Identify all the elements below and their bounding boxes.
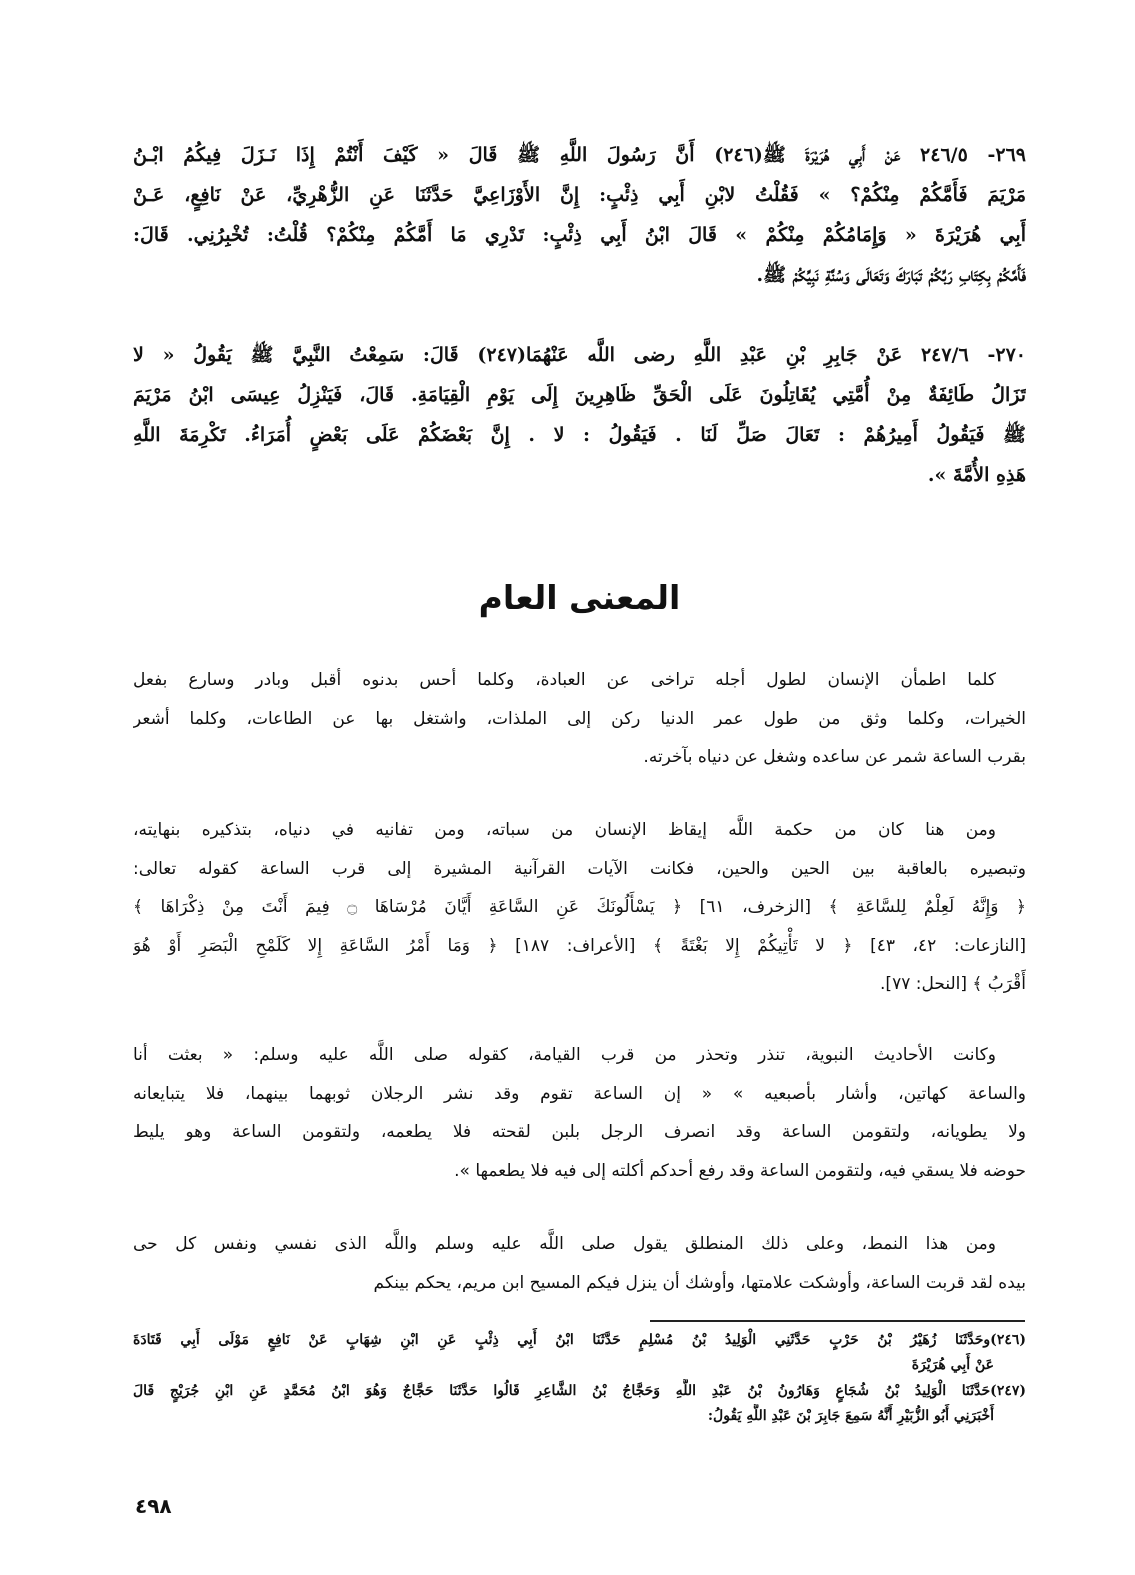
paragraph-1 xyxy=(133,661,1026,777)
text-line: ﷺ فَيَقُولُ أَمِيرُهُمْ : تَعَالَ صَلِّ لَنَا . فَيَقُولُ : لا . إِنَّ بَعْضَكُمْ عَلَى بَعْضٍ أُمَرَاءُ. تَكْرِمَةَ اللَّهِ xyxy=(133,424,1026,446)
text-line: كلما اطمأن الإنسان لطول أجله تراخى عن العبادة، وكلما أحس بدنوه أقبل وبادر وسارع بفعل xyxy=(133,670,996,690)
text-line: وكانت الأحاديث النبوية، تنذر وتحذر من قرب القيامة، كقوله صلى اللَّه عليه وسلم: « بعثت أنا xyxy=(133,1045,996,1065)
text-line: بقرب الساعة شمر عن ساعده وشغل عن دنياه بآخرته. xyxy=(643,747,1026,767)
text-line: الخيرات، وكلما وثق من طول عمر الدنيا ركن إلى الملذات، واشتغل بها عن الطاعات، وكلما أشعر xyxy=(133,708,1026,729)
text-line: ٢٦٩- ٢٤٦/٥ عَنْ أَبِي هُرَيْرَةَ ﷺ(٢٤٦) أَنَّ رَسُولَ اللَّهِ ﷺ قَالَ « كَيْفَ أَنْتُمْ إِذَا نَـزَلَ فِيكُمُ ابْـنُ xyxy=(133,144,1026,166)
text-line: وتبصيره بالعاقبة بين الحين والحين، فكانت الآيات القرآنية المشيرة إلى قرب الساعة كقوله تعالى: xyxy=(133,858,1026,879)
text-line: بيده لقد قربت الساعة، وأوشكت علامتها، وأوشك أن ينزل فيكم المسيح ابن مريم، يحكم بينكم xyxy=(373,1272,1026,1293)
hadith-269 xyxy=(133,135,1026,295)
paragraph-2 xyxy=(133,811,1026,1004)
text-line: (٢٤٧)حَدَّثَنَا الْوَلِيدُ بْنُ شُجَاعٍ وَهَارُونُ بْنُ عَبْدِ اللَّهِ وَحَجَّاجُ بْنُ الشَّاعِرِ قَالُوا حَدَّثَنَا حَجَّاجٌ وَهُوَ ابْنُ مُحَمَّدٍ عَنِ ابْنِ جُرَيْجٍ قَالَ xyxy=(133,1383,1026,1399)
paragraph-3 xyxy=(133,1036,1026,1190)
footnote-247 xyxy=(133,1379,1026,1429)
text-line: فَأَمَّكُمْ بِكِتَابِ رَبِّكُمْ تَبَارَكَ وَتَعَالَى وَسُنَّةِ نَبِيِّكُمْ ﷺ. xyxy=(756,264,1026,286)
hadith-270 xyxy=(133,335,1026,495)
text-line: مَرْيَمَ فَأَمَّكُمْ مِنْكُمْ؟ » فَقُلْتُ لابْنِ أَبِي ذِئْبٍ: إِنَّ الأَوْزَاعِيَّ حَدَّثَنَا عَنِ الزُّهْرِيِّ، عَنْ نَافِعٍ، عَـنْ xyxy=(133,184,1026,206)
section-heading: المعنى العام xyxy=(478,578,681,617)
text-line: تَزَالُ طَائِفَةٌ مِنْ أُمَّتِي يُقَاتِلُونَ عَلَى الْحَقِّ ظَاهِرِينَ إِلَى يَوْمِ الْقِيَامَةِ. قَالَ، فَيَنْزِلُ عِيسَى ابْنُ مَرْيَمَ xyxy=(133,384,1026,406)
text-line: ومن هذا النمط، وعلى ذلك المنطلق يقول صلى اللَّه عليه وسلم واللَّه الذى نفسي ونفس كل حى xyxy=(133,1234,996,1254)
text-line: أَبِي هُرَيْرَةَ « وَإِمَامُكُمْ مِنْكُمْ » قَالَ ابْنُ أَبِي ذِئْبٍ: تَدْرِي مَا أَمَّكُمْ مِنْكُمْ؟ قُلْتُ: تُخْبِرُنِي. قَالَ: xyxy=(133,224,1026,246)
text-line: حوضه فلا يسقي فيه، ولتقومن الساعة وقد رفع أحدكم أكلته إلى فيه فلا يطعمها ». xyxy=(454,1160,1026,1181)
footnote-separator xyxy=(650,1320,1025,1322)
text-line: (٢٤٦)وحَدَّثَنَا زُهَيْرُ بْنُ حَرْبٍ حَدَّثَنِي الْوَلِيدُ بْنُ مُسْلِمٍ حَدَّثَنَا ابْنُ أَبِي ذِئْبٍ عَنِ ابْنِ شِهَابٍ عَنْ نَافِعٍ مَوْلَى أَبِي قَتَادَةَ xyxy=(133,1332,1026,1348)
page-number: ٤٩٨ xyxy=(135,1494,172,1518)
text-line: أَخْبَرَنِي أَبُو الزُّبَيْرِ أَنَّهُ سَمِعَ جَابِرَ بْنَ عَبْدِ اللَّهِ يَقُولُ: xyxy=(707,1408,994,1424)
text-line: ﴿ وَإِنَّهُ لَعِلْمٌ لِلسَّاعَةِ ﴾ [الزخرف، ٦١] ﴿ يَسْأَلُونَكَ عَنِ السَّاعَةِ أَيَّانَ مُرْسَاهَا ۝ فِيمَ أَنْتَ مِنْ ذِكْرَاهَا ﴾ xyxy=(133,897,1026,917)
text-line: أَقْرَبُ ﴾ [النحل: ٧٧]. xyxy=(880,974,1026,994)
paragraph-4 xyxy=(133,1225,1026,1302)
footnote-246 xyxy=(133,1328,1026,1378)
text-line: [النازعات: ٤٢، ٤٣] ﴿ لا تَأْتِيكُمْ إِلا بَغْتَةً ﴾ [الأعراف: ١٨٧] ﴿ وَمَا أَمْرُ السَّاعَةِ إِلا كَلَمْحِ الْبَصَرِ أَوْ هُوَ xyxy=(133,935,1026,956)
text-line: ومن هنا كان من حكمة اللَّه إيقاظ الإنسان من سباته، ومن تفانيه في دنياه، بتذكيره بنهايته، xyxy=(133,820,996,840)
text-line: عَنْ أَبِي هُرَيْرَةَ xyxy=(911,1357,994,1373)
text-line: هَذِهِ الأُمَّةَ ». xyxy=(927,464,1026,486)
text-line: ٢٧٠- ٢٤٧/٦ عَنْ جَابِرِ بْنِ عَبْدِ اللَّهِ رضى اللَّه عَنْهُمَا(٢٤٧) قَالَ: سَمِعْتُ النَّبِيَّ ﷺ يَقُولُ « لا xyxy=(133,344,1026,366)
text-line: ولا يطويانه، ولتقومن الساعة وقد انصرف الرجل بلبن لقحته فلا يطعمه، ولتقومن الساعة وهو يليط xyxy=(133,1122,1026,1142)
text-line: والساعة كهاتين، وأشار بأصبعيه » « إن الساعة تقوم وقد نشر الرجلان ثوبهما بينهما، فلا يتبايعانه xyxy=(133,1083,1026,1104)
